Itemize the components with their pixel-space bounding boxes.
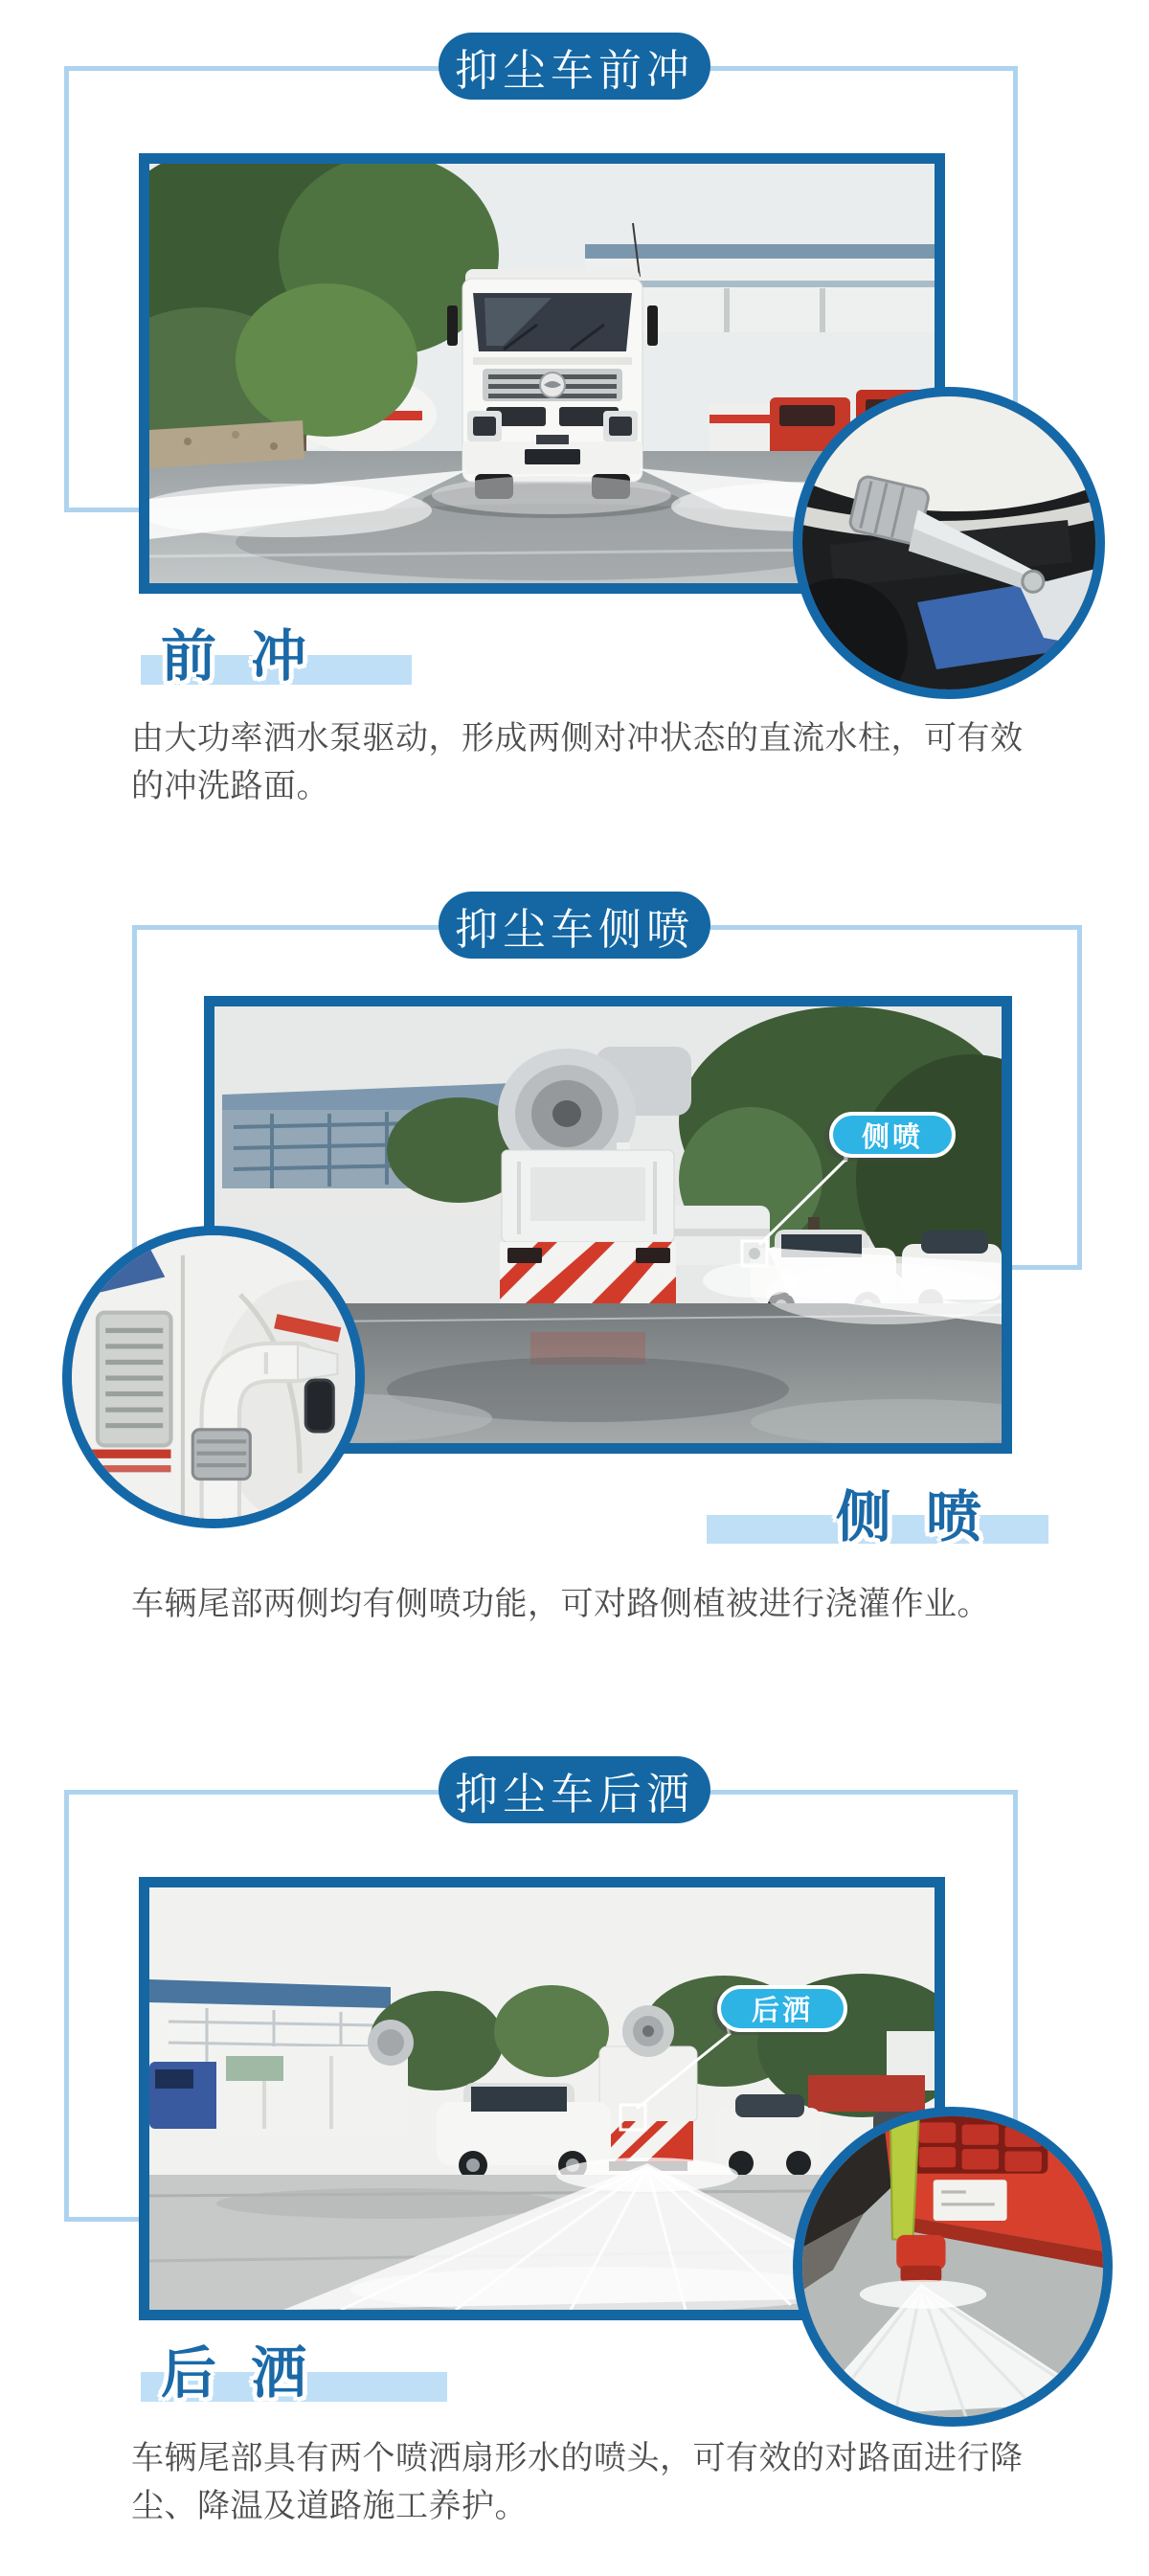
feature-heading-2: 侧 喷	[835, 1486, 991, 1548]
rear-sprinkle-nozzle-closeup	[793, 2107, 1113, 2427]
section-title-1: 抑尘车前冲	[454, 45, 694, 95]
section-title-pill-1	[439, 33, 710, 100]
section-title-3: 抑尘车后洒	[454, 1769, 694, 1819]
rear-nozzle-closeup-scene	[802, 2116, 1103, 2417]
pipe-closeup-scene	[72, 1235, 355, 1519]
side-spray-callout-tag	[829, 1112, 956, 1158]
rear-sprinkle-callout-tag	[717, 1985, 847, 2032]
nozzle-closeup-scene	[802, 396, 1095, 689]
feature-description-2: 车辆尾部两侧均有侧喷功能，可对路侧植被进行浇灌作业。	[131, 1586, 990, 1622]
side-spray-callout-label: 侧喷	[861, 1121, 923, 1153]
feature-heading-3: 后 洒	[161, 2342, 317, 2405]
section-title-pill-3	[439, 1756, 710, 1823]
feature-description-1: 由大功率洒水泵驱动，形成两侧对冲状态的直流水柱，可有效的冲洗路面。	[131, 720, 1024, 804]
front-flush-nozzle-closeup	[793, 387, 1105, 699]
rear-sprinkle-callout-label: 后洒	[751, 1996, 813, 2026]
feature-description-3: 车辆尾部具有两个喷洒扇形水的喷头，可有效的对路面进行降尘、降温及道路施工养护。	[131, 2440, 1024, 2524]
section-title-2: 抑尘车侧喷	[454, 904, 694, 954]
section-title-pill-2	[439, 892, 710, 959]
feature-heading-1: 前 冲	[161, 625, 317, 688]
side-spray-pipe-closeup	[62, 1226, 365, 1528]
